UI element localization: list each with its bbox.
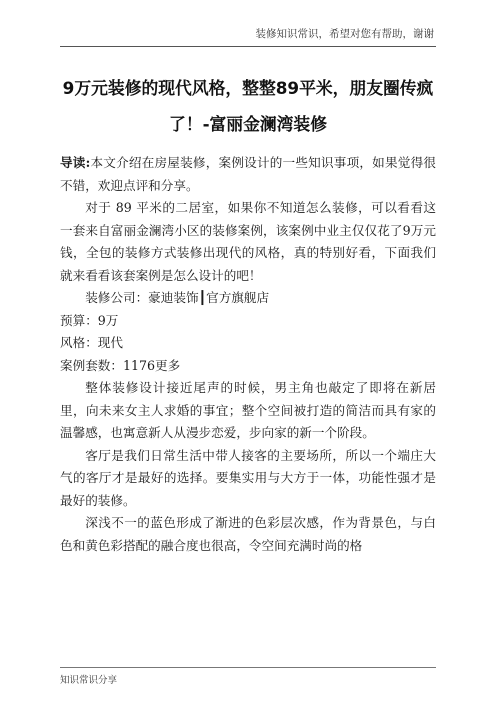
budget-line: 预算：9万	[60, 312, 119, 328]
intro-text: 本文介绍在房屋装修，案例设计的一些知识事项，如果觉得很不错，欢迎点评和分享。	[60, 155, 436, 193]
footer-text: 知识常识分享	[60, 675, 118, 686]
style-line: 风格：现代	[60, 335, 123, 350]
intro-paragraph	[60, 152, 436, 197]
cases-line: 案例套数：1176更多	[60, 357, 181, 373]
paragraph-2: 整体装修设计接近尾声的时候，男主角也敲定了即将在新居里，向未来女主人求婚的事宜；整个空间被打造的简洁而具有家的温馨感，也寓意新人从漫步恋爱，步向家的新一个阶段。	[60, 380, 436, 440]
header-divider	[60, 46, 436, 47]
document-body	[60, 152, 436, 557]
paragraph-4: 深浅不一的蓝色形成了渐进的色彩层次感，作为背景色，与白色和黄色彩搭配的融合度也很高，令空间充满时尚的格	[60, 515, 436, 553]
paragraph-1: 对于 89 平米的二居室，如果你不知道怎么装修，可以看看这一套来自富丽金澜湾小区的装修案例，该案例中业主仅仅花了9万元钱，全包的装修方式装修出现代的风格，真的特别好看，下面我们就来看看该套案例是怎么设计的吧！	[60, 200, 436, 283]
company-line: 装修公司：豪迪装饰┃官方旗舰店	[85, 290, 270, 305]
footer-divider	[60, 667, 436, 668]
header-text: 装修知识常识，希望对您有帮助，谢谢	[255, 28, 434, 40]
paragraph-3: 客厅是我们日常生活中带人接客的主要场所，所以一个端庄大气的客厅才是最好的选择。要集实用与大方于一体，功能性强才是最好的装修。	[60, 447, 436, 508]
document-title: 9万元装修的现代风格，整整89平米，朋友圈传疯了！-富丽金澜湾装修	[62, 78, 434, 134]
intro-label: 导读:	[60, 155, 91, 170]
